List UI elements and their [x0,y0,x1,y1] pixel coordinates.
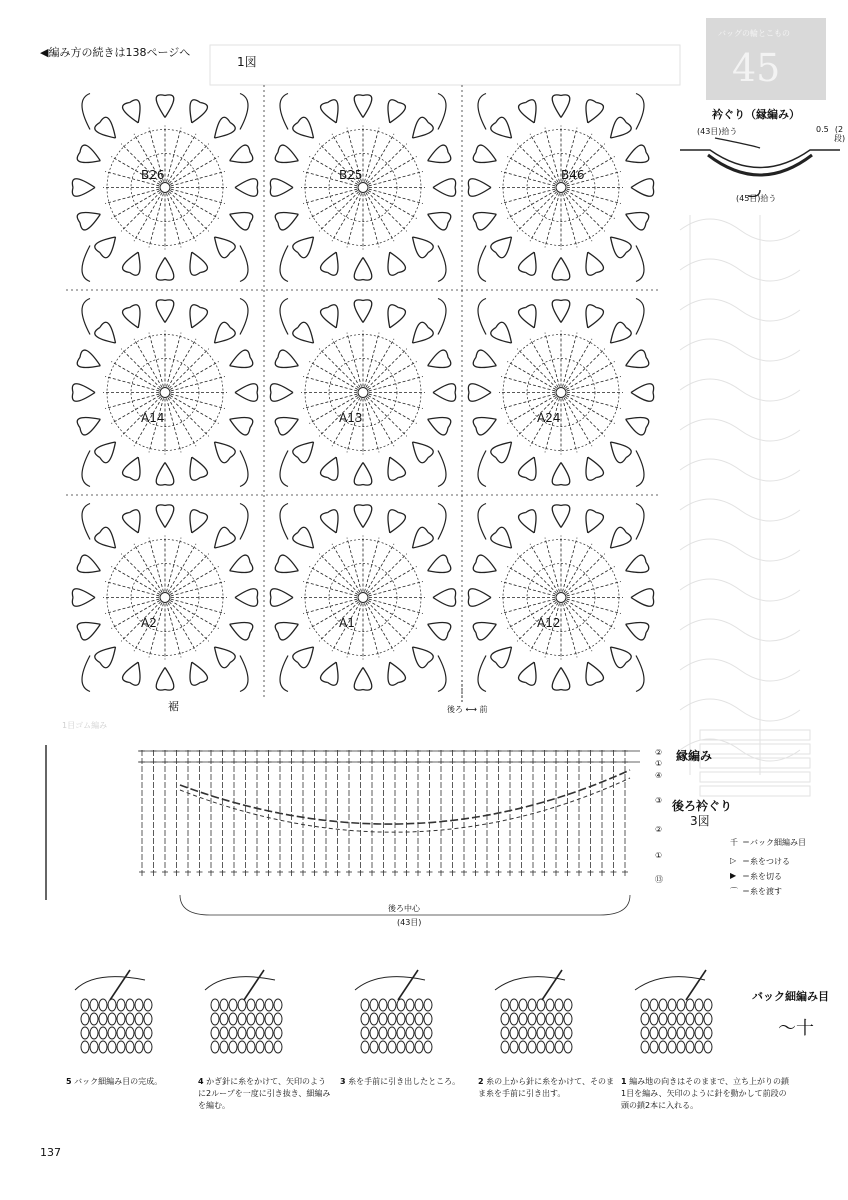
legend-item: ＝バック細編み目 [742,838,806,847]
motif [270,505,455,690]
legend-symbol: ▷ [730,856,737,865]
step-num: 4 [198,1077,204,1086]
neckline-title: 衿ぐり（縁編み） [712,108,800,121]
row-marker: ② [655,748,663,757]
continue-note: ◀編み方の続きは138ページへ [40,46,191,59]
step-text: 編み地の向きはそのままで、立ち上がりの鎖1目を編み、矢印のように針を動かして前段の頭の鎖2本に入れる。 [621,1077,789,1110]
page-number: 137 [40,1146,61,1159]
row-marker: ④ [655,771,663,780]
step-num: 3 [340,1077,346,1086]
motif [72,505,257,690]
back-stitch-symbol: 〜十 [778,1018,814,1039]
back-front-label: 後ろ ⟷ 前 [447,705,488,714]
corner-number: 45 [732,46,781,90]
back-neck-label: 後ろ衿ぐり [672,799,733,813]
motif-label: A13 [339,410,363,425]
neckline-diagram [680,138,840,196]
step-num: 5 [66,1077,72,1086]
step-text: 糸を手前に引き出したところ。 [348,1077,461,1086]
step-3 [340,1076,480,1088]
motif [270,300,455,485]
swatch [495,970,572,1053]
figure1-label: 1図 [237,55,257,69]
legend-symbol: 千 [730,838,738,847]
figure3-label: 3図 [690,814,710,828]
figure3-chart [46,745,640,915]
step-4 [198,1076,333,1112]
legend-item: ＝糸をつける [742,857,790,866]
row-marker: ① [655,759,663,768]
swatch [75,970,152,1053]
motif [468,505,653,690]
motif-label: B25 [339,167,363,182]
motif [72,300,257,485]
neckline-top-count: (43目)拾う [697,127,738,136]
ghost-text: 1目ゴム編み [62,721,108,730]
neckline-bottom-count: (45目)拾う [736,194,777,203]
swatch [355,970,432,1053]
motif-label: A24 [537,410,561,425]
motif [468,95,653,280]
legend-symbol: ▶ [730,871,737,880]
step-illustrations [75,970,712,1053]
step-text: バック細編み目の完成。 [74,1077,163,1086]
step-text: かぎ針に糸をかけて、矢印のように2ループを一度に引き抜き、細編みを編む。 [198,1077,331,1110]
legend-symbol: ⌒ [730,887,738,896]
motif [468,300,653,485]
swatch [635,970,712,1053]
motif-label: A12 [537,615,561,630]
step-1 [621,1076,791,1112]
neckline-width: 0.5 [816,125,829,134]
center-count-label: (43目) [397,918,422,927]
corner-badge [706,18,826,100]
row-marker: ① [655,851,663,860]
motif [270,95,455,280]
swatch [205,970,282,1053]
motif-label: B26 [141,167,165,182]
back-stitch-title: バック細編み目 [752,990,829,1003]
motif-label: A1 [339,615,355,630]
legend-item: ＝糸を渡す [742,887,782,896]
step-num: 2 [478,1077,484,1086]
legend-item: ＝糸を切る [742,872,782,881]
hem-label: 裾 [168,700,179,713]
step-5 [66,1076,176,1088]
motif-label: A2 [141,615,157,630]
step-num: 1 [621,1077,627,1086]
motif [72,95,257,280]
motif-label: A14 [141,410,165,425]
edge-label: 縁編み [676,749,713,763]
motif-label: B46 [561,167,585,182]
row-marker: ② [655,825,663,834]
center-back-label: 後ろ中心 [388,904,420,913]
neckline-rows: (2段) [834,125,846,143]
row-marker: ③ [655,796,663,805]
corner-header: バッグの輪とこもの [718,29,790,38]
motif-squares [72,94,653,692]
step-text: 糸の上から針に糸をかけて、そのまま糸を手前に引き出す。 [478,1077,614,1098]
row-marker: ⑬ [655,875,663,884]
step-2 [478,1076,618,1100]
